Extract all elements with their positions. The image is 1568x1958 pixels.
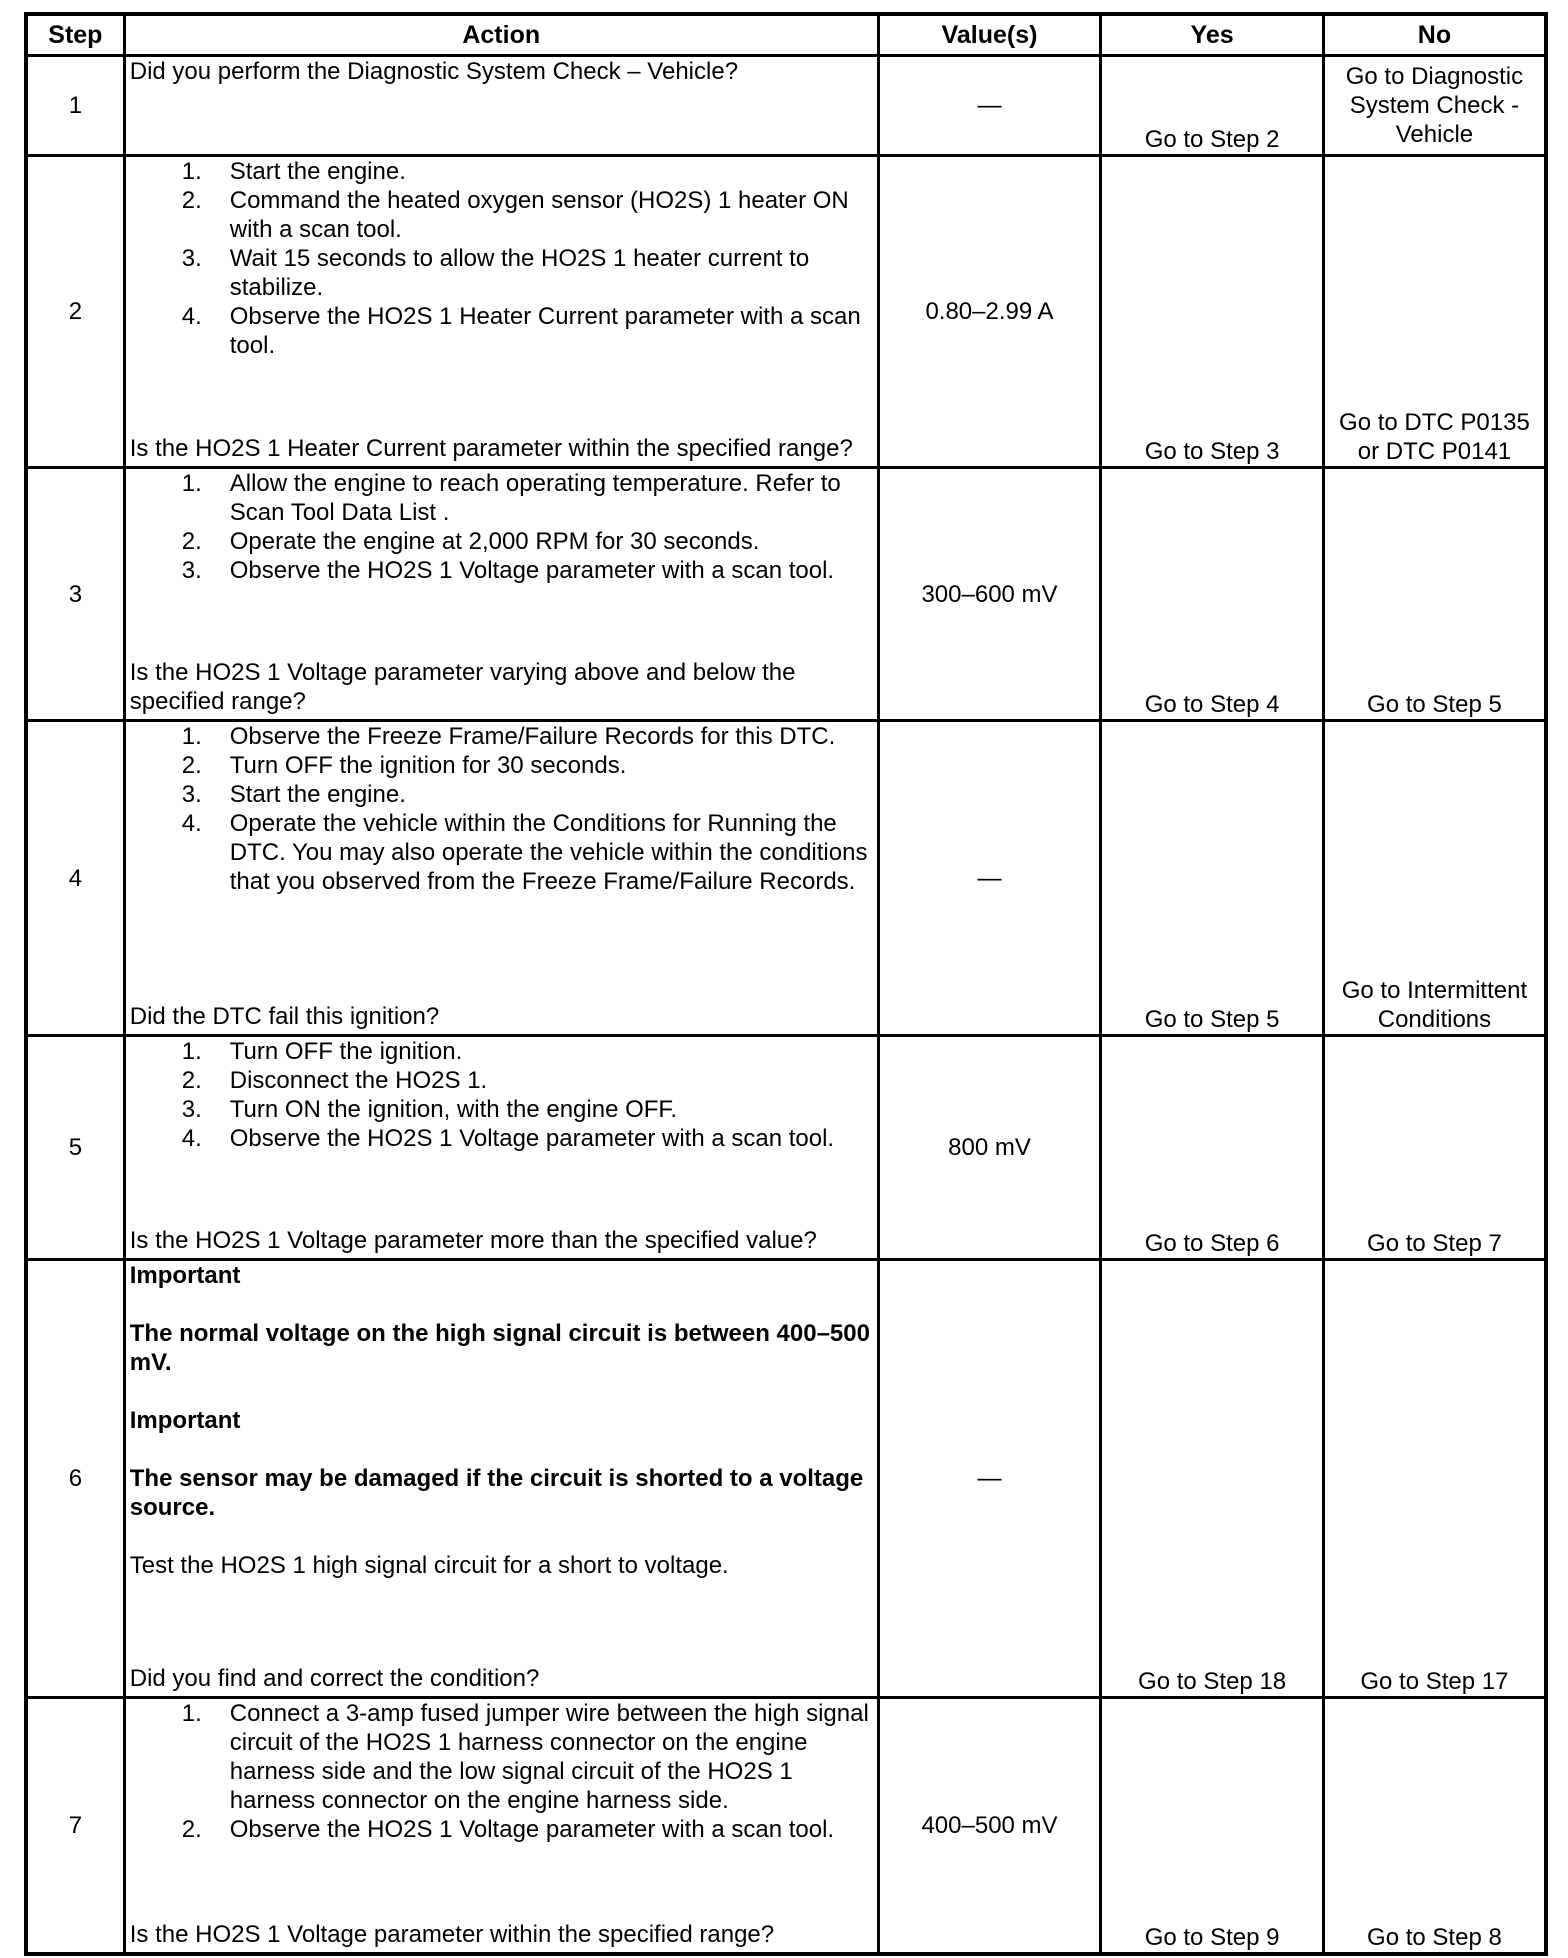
diagnostic-page: [24, 12, 1548, 1956]
table-row: [26, 721, 1546, 1036]
action-cell: [124, 1698, 878, 1954]
action-cell: [124, 1036, 878, 1260]
value-cell: 300–600 mV: [878, 468, 1101, 721]
action-question: Did the DTC fail this ignition?: [129, 1003, 440, 1030]
no-link[interactable]: Go to Step 17: [1323, 1260, 1546, 1698]
action-list: [130, 469, 873, 585]
table-row: [26, 1036, 1546, 1260]
no-link[interactable]: Go to Step 8: [1323, 1698, 1546, 1954]
header-yes: Yes: [1101, 14, 1324, 56]
action-question: Is the HO2S 1 Voltage parameter more than the specified value?: [129, 1227, 817, 1254]
action-list: [130, 1037, 873, 1153]
list-item: 1. Allow the engine to reach operating temperature. Refer to Scan Tool Data List .: [181, 470, 841, 526]
list-item: 3. Turn ON the ignition, with the engine OFF.: [181, 1096, 678, 1123]
value-cell: —: [878, 721, 1101, 1036]
list-item: 2. Observe the HO2S 1 Voltage parameter with a scan tool.: [181, 1816, 835, 1843]
action-cell: [124, 468, 878, 721]
list-item: 1. Turn OFF the ignition.: [181, 1038, 463, 1065]
action-list: [130, 157, 873, 360]
list-item: 1. Start the engine.: [181, 158, 406, 185]
action-instruction: Test the HO2S 1 high signal circuit for a short to voltage.: [129, 1552, 729, 1579]
list-item: 3. Observe the HO2S 1 Voltage parameter with a scan tool.: [181, 557, 835, 584]
list-item: 2. Command the heated oxygen sensor (HO2S) 1 heater ON with a scan tool.: [181, 187, 849, 243]
action-cell: [124, 721, 878, 1036]
no-link[interactable]: [1323, 156, 1546, 468]
list-item: 3. Start the engine.: [181, 781, 406, 808]
action-question: Is the HO2S 1 Voltage parameter within the specified range?: [129, 1921, 775, 1948]
header-no: No: [1323, 14, 1546, 56]
action-question: Did you perform the Diagnostic System Check – Vehicle?: [129, 58, 739, 85]
step-number: 1: [26, 56, 124, 156]
list-item: 4. Observe the HO2S 1 Voltage parameter with a scan tool.: [181, 1125, 835, 1152]
action-cell: [124, 156, 878, 468]
action-list: [130, 722, 873, 896]
action-cell: [124, 1260, 878, 1698]
no-link-text: Go to Intermittent Conditions: [1341, 977, 1528, 1033]
value-cell: 400–500 mV: [878, 1698, 1101, 1954]
yes-link[interactable]: Go to Step 5: [1101, 721, 1324, 1036]
value-cell: —: [878, 56, 1101, 156]
yes-link[interactable]: Go to Step 2: [1101, 56, 1324, 156]
important-note: The sensor may be damaged if the circuit is shorted to a voltage source.: [129, 1465, 864, 1521]
header-step: Step: [26, 14, 124, 56]
table-row: [26, 56, 1546, 156]
step-number: 2: [26, 156, 124, 468]
action-question: Is the HO2S 1 Voltage parameter varying above and below the specified range?: [129, 659, 796, 715]
list-item: 2. Operate the engine at 2,000 RPM for 30 seconds.: [181, 528, 760, 555]
value-cell: 0.80–2.99 A: [878, 156, 1101, 468]
list-item: 1. Observe the Freeze Frame/Failure Records for this DTC.: [181, 723, 836, 750]
important-label: Important: [129, 1262, 241, 1289]
action-list: [130, 1699, 873, 1844]
table-row: [26, 468, 1546, 721]
step-number: 3: [26, 468, 124, 721]
yes-link[interactable]: Go to Step 18: [1101, 1260, 1324, 1698]
action-cell: [124, 56, 878, 156]
step-number: 7: [26, 1698, 124, 1954]
header-values: Value(s): [878, 14, 1101, 56]
list-item: 3. Wait 15 seconds to allow the HO2S 1 heater current to stabilize.: [181, 245, 810, 301]
list-item: 1. Connect a 3-amp fused jumper wire between the high signal circuit of the HO2S 1 harness connector on the engine harness side and the low signal circuit of the HO2S 1 harness connector on the engine harness side.: [181, 1700, 869, 1814]
table-header-row: [26, 14, 1546, 56]
header-action: Action: [124, 14, 878, 56]
yes-link[interactable]: Go to Step 9: [1101, 1698, 1324, 1954]
list-item: 4. Operate the vehicle within the Conditions for Running the DTC. You may also operate the vehicle within the conditions that you observed from the Freeze Frame/Failure Records.: [181, 810, 868, 895]
no-link-text: Go to Diagnostic System Check - Vehicle: [1345, 63, 1524, 148]
important-note: The normal voltage on the high signal circuit is between 400–500 mV.: [129, 1320, 870, 1376]
list-item: 2. Disconnect the HO2S 1.: [181, 1067, 488, 1094]
action-question: Did you find and correct the condition?: [129, 1665, 540, 1692]
value-cell: 800 mV: [878, 1036, 1101, 1260]
no-link[interactable]: Go to Step 5: [1323, 468, 1546, 721]
step-number: 4: [26, 721, 124, 1036]
yes-link[interactable]: Go to Step 6: [1101, 1036, 1324, 1260]
list-item: 2. Turn OFF the ignition for 30 seconds.: [181, 752, 627, 779]
diagnostic-table: [24, 12, 1548, 1956]
yes-link[interactable]: Go to Step 3: [1101, 156, 1324, 468]
important-label: Important: [129, 1407, 241, 1434]
no-link[interactable]: [1323, 721, 1546, 1036]
yes-link[interactable]: Go to Step 4: [1101, 468, 1324, 721]
no-link[interactable]: Go to Step 7: [1323, 1036, 1546, 1260]
table-row: [26, 156, 1546, 468]
action-question: Is the HO2S 1 Heater Current parameter within the specified range?: [129, 435, 853, 462]
list-item: 4. Observe the HO2S 1 Heater Current parameter with a scan tool.: [181, 303, 861, 359]
step-number: 6: [26, 1260, 124, 1698]
table-row: [26, 1260, 1546, 1698]
no-link-text: Go to DTC P0135 or DTC P0141: [1339, 409, 1530, 465]
table-row: [26, 1698, 1546, 1954]
step-number: 5: [26, 1036, 124, 1260]
value-cell: —: [878, 1260, 1101, 1698]
no-link[interactable]: [1323, 56, 1546, 156]
